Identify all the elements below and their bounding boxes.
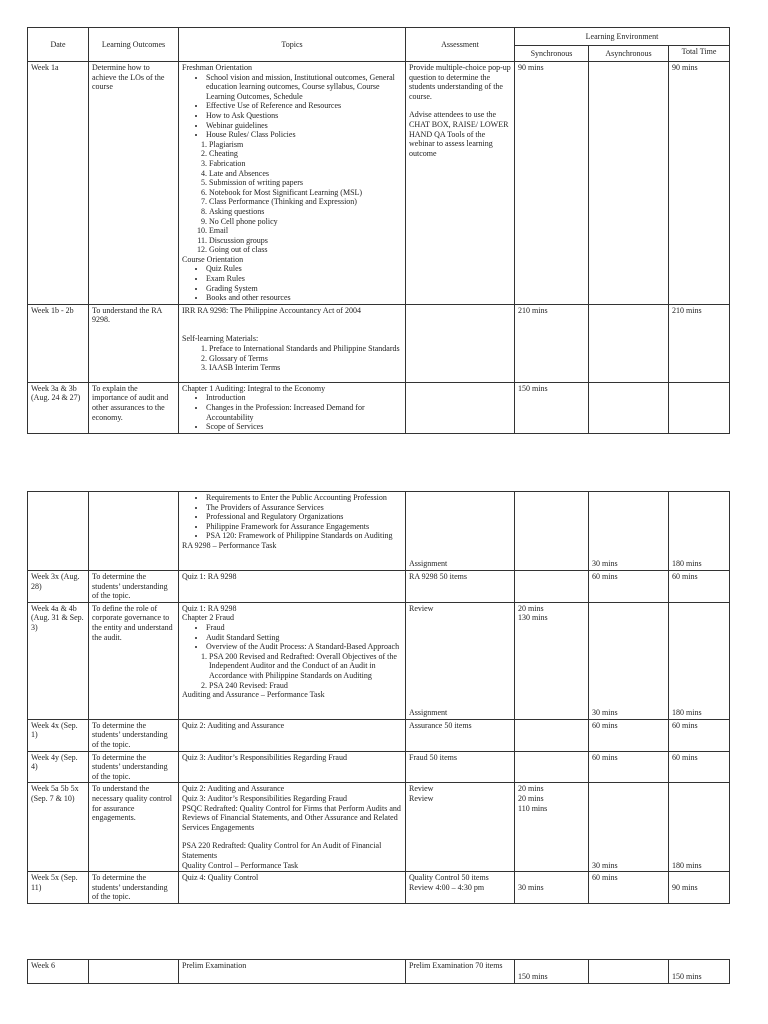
asynchronous-cell: 60 mins (589, 751, 669, 783)
total-time-cell: 150 mins (669, 960, 730, 984)
topic-text: Chapter 1 Auditing: Integral to the Economy (182, 383, 326, 393)
date-cell: Week 3x (Aug. 28) (28, 571, 89, 603)
date-cell: Week 4y (Sep. 4) (28, 751, 89, 783)
list-item: 2. PSA 240 Revised: Fraud (209, 681, 402, 691)
topic-text: Quiz 2: Auditing and Assurance (182, 784, 285, 794)
synchronous-cell (515, 571, 589, 603)
assessment-cell: Fraud 50 items (406, 751, 515, 783)
synchronous-cell: 150 mins (515, 960, 589, 984)
list-item: 1. Preface to International Standards and Philippine Standards (209, 344, 402, 354)
asynchronous-cell (589, 382, 669, 433)
header-learning-environment: Learning Environment (515, 28, 730, 46)
topic-bullet-list (182, 264, 402, 302)
header-date: Date (28, 28, 89, 62)
date-cell: Week 1b - 2b (28, 304, 89, 382)
house-rules-list (182, 140, 402, 255)
synchronous-cell: 90 mins (515, 62, 589, 305)
topics-cell (179, 602, 406, 719)
topics-cell: Quiz 1: RA 9298 (179, 571, 406, 603)
total-time-cell: 90 mins (669, 62, 730, 305)
assessment-text: Review (409, 603, 434, 613)
list-item: • Grading System (206, 284, 402, 294)
list-item: • Professional and Regulatory Organizations (206, 512, 402, 522)
topics-cell: Quiz 2: Auditing and Assurance (179, 719, 406, 751)
topic-text: Quiz 1: RA 9298 (182, 603, 237, 613)
sync-time: 130 mins (518, 613, 548, 623)
outcome-cell (89, 492, 179, 571)
asynchronous-cell: 30 mins (589, 492, 669, 571)
topics-cell (179, 304, 406, 382)
topic-heading: Course Orientation (182, 254, 244, 264)
date-cell: Week 4a & 4b (Aug. 31 & Sep. 3) (28, 602, 89, 719)
assessment-cell: Assurance 50 items (406, 719, 515, 751)
topic-bullet-list (182, 73, 402, 140)
sync-time: 20 mins (518, 603, 544, 613)
topics-cell (179, 492, 406, 571)
outcome-cell: To define the role of corporate governance to the entity and understand the audit. (89, 602, 179, 719)
list-item: • Introduction (206, 393, 402, 403)
standards-sub-list (182, 652, 402, 690)
assessment-cell: Prelim Examination 70 items (406, 960, 515, 984)
synchronous-cell (515, 492, 589, 571)
topic-text: Auditing and Assurance – Performance Task (182, 690, 325, 700)
list-item: 10. Email (209, 226, 402, 236)
date-cell: Week 5a 5b 5x (Sep. 7 & 10) (28, 783, 89, 872)
list-item: • Books and other resources (206, 293, 402, 303)
list-item: • School vision and mission, Institutional outcomes, General education learning outcomes, Course syllabus, Course Learning Outcomes, Schedule (206, 73, 402, 102)
list-item: 8. Asking questions (209, 207, 402, 217)
sync-time: 20 mins (518, 784, 544, 794)
sync-time: 110 mins (518, 803, 548, 813)
topics-cell: Prelim Examination (179, 960, 406, 984)
asynchronous-cell (589, 304, 669, 382)
outcome-cell: To understand the necessary quality control for assurance engagements. (89, 783, 179, 872)
topic-bullet-list (182, 493, 402, 541)
outcome-cell: Determine how to achieve the LOs of the course (89, 62, 179, 305)
list-item: • The Providers of Assurance Services (206, 503, 402, 513)
assessment-cell (406, 872, 515, 904)
topic-bullet-list (182, 623, 402, 652)
synchronous-cell (515, 783, 589, 872)
list-item: • Quiz Rules (206, 264, 402, 274)
assessment-cell (406, 304, 515, 382)
table-row (28, 719, 730, 751)
asynchronous-cell (589, 62, 669, 305)
topic-bullet-list (182, 393, 402, 431)
list-item: 2. Cheating (209, 149, 402, 159)
table-row (28, 492, 730, 571)
list-item: • Scope of Services (206, 422, 402, 432)
table-row (28, 872, 730, 904)
list-item: 11. Discussion groups (209, 236, 402, 246)
header-topics: Topics (179, 28, 406, 62)
topics-cell (179, 783, 406, 872)
topic-text: PSQC Redrafted: Quality Control for Firms that Perform Audits and Reviews of Financial Statements, and Other Assurance and Related Services Engagements (182, 803, 401, 832)
date-cell (28, 492, 89, 571)
list-item: • Fraud (206, 623, 402, 633)
table-row (28, 304, 730, 382)
outcome-cell: To determine the students’ understanding of the topic. (89, 872, 179, 904)
total-time-cell: 90 mins (669, 872, 730, 904)
assessment-cell: Assignment (406, 492, 515, 571)
topic-text: IRR RA 9298: The Philippine Accountancy Act of 2004 (182, 305, 361, 315)
list-item: 3. IAASB Interim Terms (209, 363, 402, 373)
total-time-cell: 60 mins (669, 751, 730, 783)
synchronous-cell: 30 mins (515, 872, 589, 904)
list-item: • Effective Use of Reference and Resources (206, 101, 402, 111)
list-item: • House Rules/ Class Policies (206, 130, 402, 140)
assessment-text: Review 4:00 – 4:30 pm (409, 882, 485, 892)
list-item: 9. No Cell phone policy (209, 217, 402, 227)
assessment-text: Review (409, 793, 434, 803)
outcome-cell (89, 960, 179, 984)
outcome-cell: To understand the RA 9298. (89, 304, 179, 382)
list-item: 3. Fabrication (209, 159, 402, 169)
date-cell: Week 3a & 3b (Aug. 24 & 27) (28, 382, 89, 433)
assessment-cell: RA 9298 50 items (406, 571, 515, 603)
table-row (28, 382, 730, 433)
synchronous-cell (515, 751, 589, 783)
outcome-cell: To explain the importance of audit and other assurances to the economy. (89, 382, 179, 433)
assessment-cell (406, 783, 515, 872)
topic-heading: Freshman Orientation (182, 63, 252, 72)
table-row (28, 602, 730, 719)
outcome-cell: To determine the students’ understanding of the topic. (89, 571, 179, 603)
date-cell: Week 1a (28, 62, 89, 305)
topic-text: PSA 220 Redrafted: Quality Control for An Audit of Financial Statements (182, 841, 382, 860)
total-time-cell: 60 mins (669, 719, 730, 751)
table-row (28, 960, 730, 984)
assessment-text: Quality Control 50 items (409, 873, 489, 883)
topic-text: Chapter 2 Fraud (182, 613, 234, 623)
total-time-cell (669, 382, 730, 433)
list-item: • Webinar guidelines (206, 121, 402, 131)
asynchronous-cell: 60 mins (589, 719, 669, 751)
topics-cell (179, 62, 406, 305)
list-item: • Overview of the Audit Process: A Standard-Based Approach (206, 642, 402, 652)
date-cell: Week 6 (28, 960, 89, 984)
header-learning-outcomes: Learning Outcomes (89, 28, 179, 62)
header-asynchronous: Asynchronous (589, 46, 669, 62)
outcome-cell: To determine the students’ understanding of the topic. (89, 719, 179, 751)
outcome-cell: To determine the students’ understanding of the topic. (89, 751, 179, 783)
list-item: • Audit Standard Setting (206, 633, 402, 643)
synchronous-cell (515, 719, 589, 751)
topic-text: Self-learning Materials: (182, 334, 259, 344)
table-row (28, 783, 730, 872)
syllabus-table-1 (27, 27, 730, 434)
list-item: • How to Ask Questions (206, 111, 402, 121)
list-item: 12. Going out of class (209, 245, 402, 255)
syllabus-table-2 (27, 491, 730, 904)
total-time-cell: 210 mins (669, 304, 730, 382)
topics-cell: Quiz 4: Quality Control (179, 872, 406, 904)
total-time-cell: 180 mins (669, 602, 730, 719)
total-time-cell: 60 mins (669, 571, 730, 603)
assessment-text: Provide multiple-choice pop-up question to determine the students understanding of the course. (409, 63, 511, 101)
syllabus-table-3 (27, 959, 730, 984)
list-item: 1. Plagiarism (209, 140, 402, 150)
assessment-text: Review (409, 784, 434, 794)
assessment-cell (406, 62, 515, 305)
table-row (28, 751, 730, 783)
date-cell: Week 5x (Sep. 11) (28, 872, 89, 904)
asynchronous-cell: 60 mins (589, 872, 669, 904)
assessment-text: Assignment (409, 708, 448, 718)
synchronous-cell: 210 mins (515, 304, 589, 382)
topics-cell: Quiz 3: Auditor’s Responsibilities Regarding Fraud (179, 751, 406, 783)
header-synchronous: Synchronous (515, 46, 589, 62)
sync-time: 20 mins (518, 793, 544, 803)
table-row (28, 571, 730, 603)
synchronous-cell: 150 mins (515, 382, 589, 433)
asynchronous-cell: 60 mins (589, 571, 669, 603)
list-item: • PSA 120: Framework of Philippine Standards on Auditing (206, 531, 402, 541)
topic-text: Quiz 3: Auditor’s Responsibilities Regarding Fraud (182, 793, 347, 803)
list-item: 6. Notebook for Most Significant Learning (MSL) (209, 188, 402, 198)
list-item: 2. Glossary of Terms (209, 354, 402, 364)
asynchronous-cell: 30 mins (589, 783, 669, 872)
assessment-cell (406, 382, 515, 433)
list-item: 7. Class Performance (Thinking and Expression) (209, 197, 402, 207)
asynchronous-cell: 30 mins (589, 602, 669, 719)
topic-text: RA 9298 – Performance Task (182, 540, 277, 550)
list-item: • Exam Rules (206, 274, 402, 284)
header-total-time: Total Time (669, 46, 730, 62)
topics-cell (179, 382, 406, 433)
self-learning-list (182, 344, 402, 373)
synchronous-cell (515, 602, 589, 719)
assessment-text: Advise attendees to use the CHAT BOX, RAISE/ LOWER HAND QA Tools of the webinar to assess learning outcome (409, 110, 509, 158)
table-row (28, 62, 730, 305)
date-cell: Week 4x (Sep. 1) (28, 719, 89, 751)
topic-text: Quality Control – Performance Task (182, 860, 299, 870)
list-item: • Philippine Framework for Assurance Engagements (206, 522, 402, 532)
list-item: 1. PSA 200 Revised and Redrafted: Overall Objectives of the Independent Auditor and the Conduct of an Audit in Accordance with Philippine Standards on Auditing (209, 652, 402, 681)
total-time-cell: 180 mins (669, 783, 730, 872)
list-item: 5. Submission of writing papers (209, 178, 402, 188)
assessment-cell (406, 602, 515, 719)
header-assessment: Assessment (406, 28, 515, 62)
list-item: 4. Late and Absences (209, 169, 402, 179)
list-item: • Changes in the Profession: Increased Demand for Accountability (206, 403, 402, 422)
asynchronous-cell (589, 960, 669, 984)
total-time-cell: 180 mins (669, 492, 730, 571)
list-item: • Requirements to Enter the Public Accounting Profession (206, 493, 402, 503)
